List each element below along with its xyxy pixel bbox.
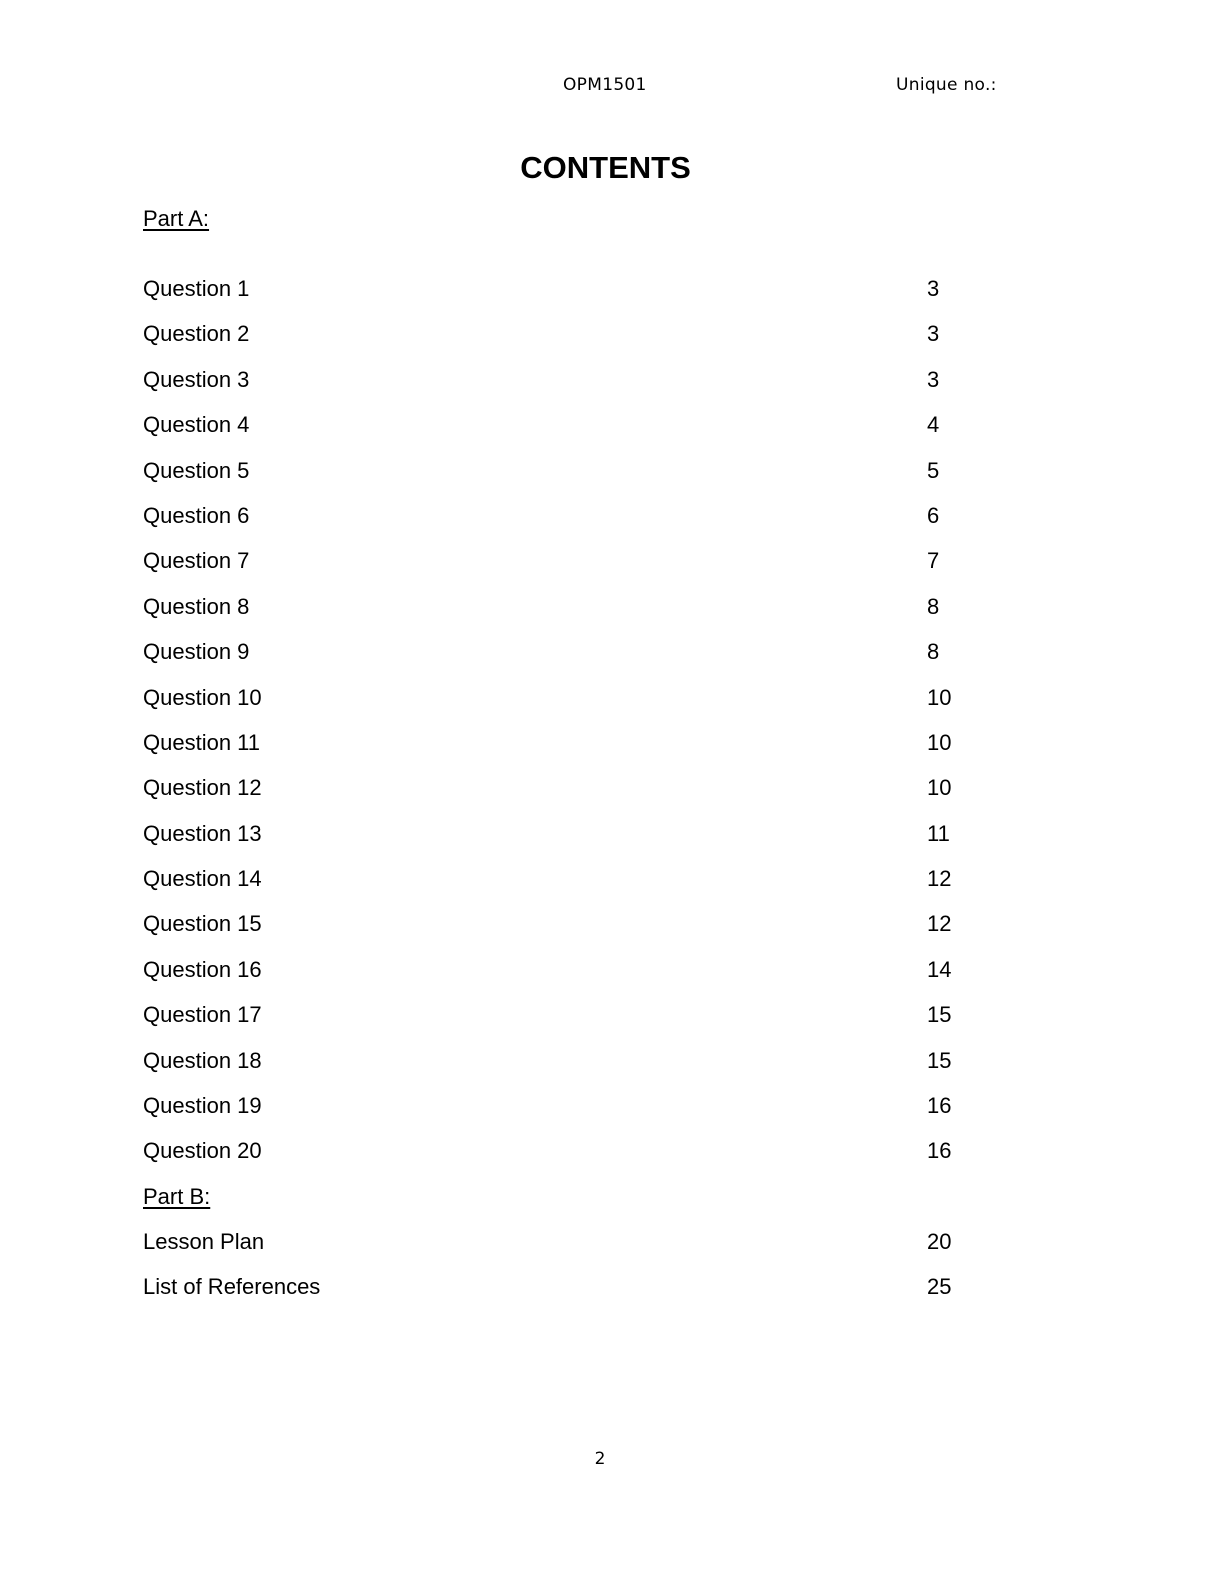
toc-entry-page: 3 (927, 321, 940, 347)
page-number: 2 (594, 1449, 606, 1469)
toc-entry (143, 594, 983, 639)
toc-entry-page: 10 (927, 775, 952, 801)
toc-entry (143, 367, 983, 412)
toc-entry-page: 16 (927, 1093, 952, 1119)
toc-entry (143, 503, 983, 548)
toc-entry-label: Question 5 (143, 457, 250, 483)
toc-entry (143, 866, 983, 911)
toc-entry (143, 321, 983, 366)
toc-entry-label: Question 14 (143, 866, 262, 892)
page-title: CONTENTS (520, 150, 691, 185)
toc-entry (143, 775, 983, 820)
toc-entry-page: 10 (927, 684, 952, 710)
toc-entry (143, 1229, 983, 1274)
part-b-toc (143, 1229, 983, 1320)
toc-entry (143, 412, 983, 457)
toc-entry-label: Question 12 (143, 775, 262, 801)
toc-entry (143, 957, 983, 1002)
toc-entry (143, 911, 983, 956)
toc-entry-label: Question 15 (143, 911, 262, 937)
toc-entry-page: 5 (927, 457, 940, 483)
toc-entry-page: 8 (927, 593, 940, 619)
toc-entry (143, 1138, 983, 1183)
toc-entry-label: Question 3 (143, 366, 250, 392)
toc-entry-label: Question 11 (143, 729, 261, 755)
toc-entry-page: 8 (927, 639, 940, 665)
part-a-toc (143, 276, 983, 1184)
toc-entry-page: 7 (927, 548, 940, 574)
toc-entry (143, 548, 983, 593)
part-a-heading: Part A: (143, 206, 210, 231)
toc-entry (143, 458, 983, 503)
part-b-heading: Part B: (143, 1184, 211, 1209)
toc-entry-label: Question 7 (143, 548, 250, 574)
toc-entry-label: Question 19 (143, 1093, 262, 1119)
toc-entry (143, 1274, 983, 1319)
toc-entry-page: 20 (927, 1229, 952, 1254)
toc-entry-label: Question 20 (143, 1138, 262, 1164)
toc-entry-label: Question 17 (143, 1002, 262, 1028)
toc-entry (143, 730, 983, 775)
toc-entry-label: Question 2 (143, 321, 250, 347)
toc-entry-page: 3 (927, 366, 940, 392)
toc-entry-page: 15 (927, 1047, 952, 1073)
toc-entry (143, 821, 983, 866)
toc-entry-label: Question 6 (143, 502, 250, 528)
toc-entry (143, 639, 983, 684)
toc-entry-label: Question 10 (143, 684, 262, 710)
toc-entry-label: Question 16 (143, 956, 262, 982)
toc-entry-label: Question 9 (143, 639, 250, 665)
toc-entry (143, 1002, 983, 1047)
unique-number-label: Unique no.: (896, 75, 997, 95)
toc-entry-page: 4 (927, 412, 940, 438)
toc-entry-label: Question 8 (143, 593, 250, 619)
toc-entry-label: Question 18 (143, 1047, 262, 1073)
toc-entry-page: 25 (927, 1274, 952, 1300)
course-code: OPM1501 (563, 75, 647, 95)
toc-entry (143, 1048, 983, 1093)
toc-entry-page: 6 (927, 502, 940, 528)
toc-entry-page: 15 (927, 1002, 952, 1028)
toc-entry-page: 11 (927, 820, 950, 846)
toc-entry-label: Question 4 (143, 412, 250, 438)
toc-entry-label: List of References (143, 1274, 321, 1300)
toc-entry-page: 10 (927, 729, 952, 755)
toc-entry-page: 3 (927, 276, 940, 301)
toc-entry-label: Question 13 (143, 820, 262, 846)
toc-entry (143, 276, 983, 321)
toc-entry-page: 12 (927, 866, 952, 892)
toc-entry-page: 14 (927, 956, 952, 982)
toc-entry-page: 16 (927, 1138, 952, 1164)
toc-entry-label: Question 1 (143, 276, 250, 301)
toc-entry-page: 12 (927, 911, 952, 937)
toc-entry (143, 685, 983, 730)
toc-entry (143, 1093, 983, 1138)
toc-entry-label: Lesson Plan (143, 1229, 265, 1254)
